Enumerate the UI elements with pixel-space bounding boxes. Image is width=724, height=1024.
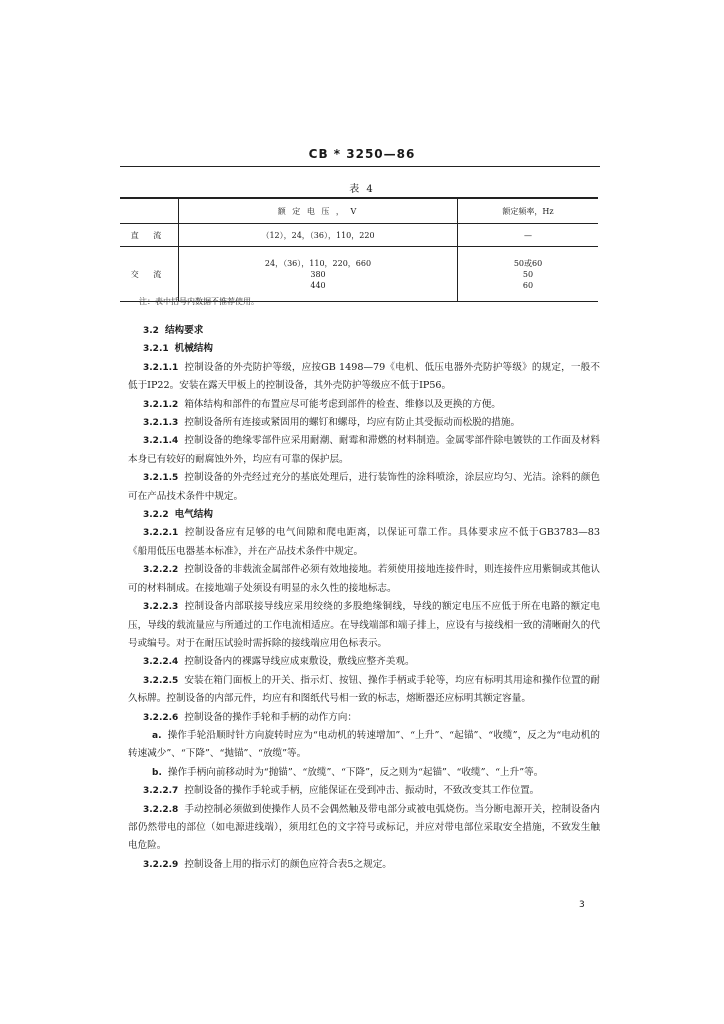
frequency-value: 50或60 [513, 258, 543, 268]
frequency-cell [458, 247, 599, 302]
clause-text: 控制设备应有足够的电气间隙和爬电距离，以保证可靠工作。具体要求应不低于GB3783—83《船用低压电器基本标准》，并在产品技术条件中规定。 [128, 527, 600, 557]
clause-paragraph [128, 524, 600, 561]
clause-number: 3.2.2.2 [143, 565, 179, 576]
clause-number: 3.2.1.2 [143, 399, 179, 410]
table-note: 注：表中括号内数据不推荐使用。 [139, 297, 259, 306]
clause-paragraph [128, 469, 600, 506]
clause-text: 机械结构 [174, 343, 213, 355]
clause-number: 3.2.2.9 [143, 859, 179, 870]
clause-text: 结构要求 [164, 325, 204, 336]
clause-paragraph [128, 856, 600, 874]
frequency-value: 60 [522, 280, 534, 290]
clause-text: 操作手轮沿顺时针方向旋转时应为“电动机的转速增加”、“上升”、“起锚”、“收缆”，反之为“电动机的转速减少”、“下降”、“抛锚”、“放缆”等。 [128, 729, 600, 760]
clause-text: 控制设备的操作手轮和手柄的动作方向： [184, 711, 357, 723]
table-row [120, 224, 598, 247]
clause-text: 控制设备的绝缘零部件应采用耐潮、耐霉和滞燃的材料制造。金属零部件除电镀铁的工作面及材料本身已有较好的耐腐蚀外外，均应有可靠的保护层。 [128, 435, 600, 465]
frequency-cell [458, 224, 599, 247]
clause-number: 3.2.2.6 [143, 712, 179, 723]
clause-number: 3.2.2 [143, 510, 169, 521]
clause-text: 控制设备所有连接或紧固用的螺钉和螺母，均应有防止其受振动而松脱的措施。 [184, 417, 521, 429]
voltage-table [120, 197, 598, 302]
clause-paragraph [128, 414, 600, 432]
list-item [128, 727, 600, 764]
clause-text: 操作手柄向前移动时为“抛锚”、“放缆”、“下降”，反之则为“起锚”、“收缆”、“上升”等。 [167, 766, 544, 778]
clause-number: 3.2.1.4 [143, 436, 179, 447]
voltage-value: 24，（36），110，220，660 [264, 258, 372, 268]
clause-number: 3.2.2.5 [143, 675, 179, 686]
clause-text: 控制设备的非载流金属部件必须有效地接地。若须使用接地连接件时，则连接件应用紫铜或其他认可的材料制成。在接地端子处须设有明显的永久性的接地标志。 [128, 564, 600, 594]
voltage-value: 440 [310, 280, 326, 290]
clause-text: 控制设备内的裸露导线应成束敷设，敷线应整齐美观。 [184, 656, 415, 668]
row-label: 交 流 [120, 247, 179, 302]
clause-text: 控制设备内部联接导线应采用绞绕的多股绝缘铜线，导线的额定电压不应低于所在电路的额定电压，导线的载流量应与所通过的工作电流相适应。在导线端部和端子排上，应设有与接线相一致的清晰耐久的代号或编号。对于在耐压试验时需拆除的接线端应用色标表示。 [128, 601, 600, 649]
clause-number: 3.2.2.8 [143, 804, 179, 815]
section-heading [128, 322, 600, 340]
frequency-value: — [524, 230, 532, 240]
section-heading [128, 340, 600, 358]
clause-paragraph [128, 598, 600, 653]
voltage-value: （12），24，（36），110，220 [261, 230, 375, 240]
clause-paragraph [128, 653, 600, 671]
frequency-column-header: 额定频率，Hz [458, 198, 599, 224]
clause-paragraph [128, 801, 600, 856]
clause-number: 3.2.2.7 [143, 786, 179, 797]
clause-text: 电气结构 [174, 509, 213, 521]
clause-text: 箱体结构和部件的布置应尽可能考虑到部件的检查、维修以及更换的方便。 [184, 398, 501, 410]
standard-code: CB * 3250—86 [308, 147, 416, 161]
table-row [120, 247, 598, 302]
header-rule [120, 166, 600, 167]
clause-number: 3.2.2.4 [143, 657, 179, 668]
clause-paragraph [128, 672, 600, 709]
clause-number: 3.2.1.1 [143, 362, 179, 373]
clause-text: 控制设备的外壳防护等级，应按GB 1498—79《电机、低压电器外壳防护等级》的规定，一般不低于IP22。安装在露天甲板上的控制设备，其外壳防护等级应不低于IP56。 [128, 361, 600, 392]
table-corner-cell [120, 198, 179, 224]
clause-paragraph [128, 432, 600, 469]
clause-paragraph [128, 709, 600, 727]
clause-paragraph [128, 782, 600, 800]
body-text [128, 322, 600, 874]
page-number: 3 [579, 900, 585, 910]
clause-number: b. [152, 767, 162, 778]
clause-number: 3.2.2.3 [143, 602, 179, 613]
clause-paragraph [128, 359, 600, 396]
clause-text: 控制设备的外壳经过充分的基底处理后，进行装饰性的涂料喷涂，涂层应均匀、光洁。涂料的颜色可在产品技术条件中规定。 [128, 472, 600, 502]
clause-text: 安装在箱门面板上的开关、指示灯、按钮、操作手柄或手轮等，均应有标明其用途和操作位置的耐久标牌。控制设备的内部元件，均应有和图纸代号相一致的标志，熔断器还应标明其额定容量。 [128, 674, 600, 705]
voltage-cell [179, 247, 458, 302]
clause-number: a. [152, 730, 162, 741]
section-heading [128, 506, 600, 524]
table-caption: 表 4 [349, 184, 375, 195]
clause-paragraph [128, 396, 600, 414]
clause-text: 控制设备的操作手轮或手柄，应能保证在受到冲击、振动时，不致改变其工作位置。 [184, 785, 540, 797]
clause-number: 3.2.1 [143, 344, 169, 355]
clause-number: 3.2.1.3 [143, 418, 179, 429]
clause-text: 控制设备上用的指示灯的颜色应符合表5之规定。 [184, 858, 392, 870]
voltage-cell [179, 224, 458, 247]
row-label: 直 流 [120, 224, 179, 247]
frequency-value: 50 [522, 269, 534, 279]
voltage-value: 380 [310, 269, 326, 279]
clause-text: 手动控制必须做到使操作人员不会偶然触及带电部分或被电弧烧伤。当分断电源开关，控制设备内部仍然带电的部位（如电源进线端），须用红色的文字符号或标记，并应对带电部位采取安全措施，不致发生触电危险。 [128, 803, 600, 852]
clause-number: 3.2.2.1 [143, 528, 179, 539]
clause-paragraph [128, 561, 600, 598]
clause-number: 3.2 [143, 326, 159, 336]
clause-number: 3.2.1.5 [143, 473, 179, 484]
voltage-column-header: 额 定 电 压 ， V [179, 198, 458, 224]
table-header-row [120, 198, 598, 224]
list-item [128, 764, 600, 782]
